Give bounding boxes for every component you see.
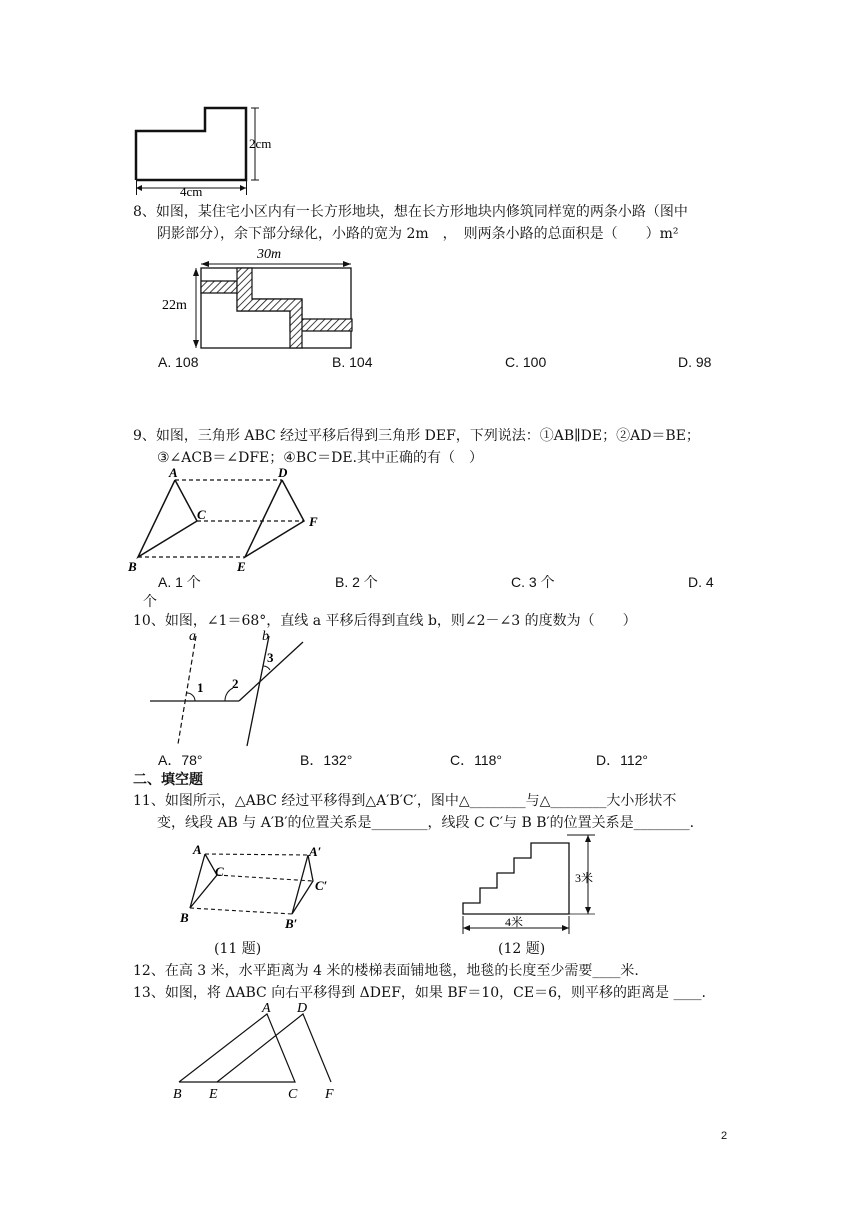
q13-line1: 13、如图，将 ΔABC 向右平移得到 ΔDEF，如果 BF＝10，CE＝6，则平移的距离是 ____. <box>133 985 706 1001</box>
q10-option-b[interactable]: B．132° <box>300 752 353 768</box>
q9-option-c[interactable]: C. 3 个 <box>511 574 555 590</box>
q8-line1: 8、如图，某住宅小区内有一长方形地块，想在长方形地块内修筑同样宽的两条小路（图中 <box>133 204 688 220</box>
q11-point-a: A <box>193 842 202 857</box>
q13-point-f: F <box>325 1087 334 1102</box>
q8-option-a[interactable]: A. 108 <box>158 354 199 370</box>
q11-point-a-prime: A′ <box>309 844 322 859</box>
point-b: B <box>128 559 137 574</box>
stair-width-label: 4米 <box>505 915 524 929</box>
q11-point-c-prime: C′ <box>315 878 328 893</box>
translation-figure-q11 <box>175 836 345 936</box>
road-figure <box>160 243 360 351</box>
q9-option-d-wrap: 个 <box>143 593 157 609</box>
q11-point-b: B <box>180 910 189 925</box>
q11-line2: 变，线段 AB 与 A′B′的位置关系是________，线段 C C′与 B B′的位置关系是________. <box>157 815 695 831</box>
width-label: 4cm <box>180 184 203 199</box>
translation-figure-abc-def <box>125 462 335 574</box>
q11-line1: 11、如图所示，△ABC 经过平移得到△A′B′C′，图中△________与△________大小形状不 <box>133 793 677 809</box>
q9-line1: 9、如图，三角形 ABC 经过平移后得到三角形 DEF，下列说法：①AB∥DE；②AD＝BE； <box>133 428 700 444</box>
point-f: F <box>309 514 318 529</box>
q13-point-e: E <box>209 1087 218 1102</box>
q10-option-d[interactable]: D．112° <box>596 752 649 768</box>
q13-point-a: A <box>262 1001 271 1016</box>
q13-point-c: C <box>288 1087 298 1102</box>
q10-option-a[interactable]: A．78° <box>158 752 203 768</box>
q9-line2: ③∠ACB＝∠DFE；④BC＝DE.其中正确的有（ ） <box>157 450 483 466</box>
line-a-label: a <box>189 629 196 644</box>
q10-line1: 10、如图，∠1＝68°，直线 a 平移后得到直线 b，则∠2－∠3 的度数为（ ） <box>133 613 637 629</box>
q9-option-d[interactable]: D. 4 <box>688 574 714 590</box>
point-c: C <box>197 507 206 522</box>
q10-option-c[interactable]: C．118° <box>450 752 503 768</box>
point-a: A <box>169 465 178 480</box>
l-shape-figure <box>125 100 285 202</box>
angle-2-label: 2 <box>232 676 239 691</box>
q9-option-a[interactable]: A. 1 个 <box>158 574 201 590</box>
q12-caption: (12 题) <box>498 941 546 957</box>
q11-point-c: C <box>215 864 224 879</box>
stair-height-label: 3米 <box>575 871 594 885</box>
parallel-lines-figure <box>145 626 315 750</box>
line-b-label: b <box>262 629 269 644</box>
q9-option-b[interactable]: B. 2 个 <box>335 574 378 590</box>
point-d: D <box>278 465 288 480</box>
height-label: 2cm <box>249 136 272 151</box>
point-e: E <box>237 559 246 574</box>
q12-line1: 12、在高 3 米，水平距离为 4 米的楼梯表面铺地毯，地毯的长度至少需要____米. <box>133 963 639 979</box>
q13-point-b: B <box>173 1087 182 1102</box>
page-number: 2 <box>721 1130 728 1142</box>
staircase-figure <box>455 830 605 942</box>
translation-figure-q13 <box>165 996 355 1106</box>
q8-option-c[interactable]: C. 100 <box>505 354 547 370</box>
q11-point-b-prime: B′ <box>285 916 298 931</box>
q8-line2: 阴影部分），余下部分绿化，小路的宽为 2m ， 则两条小路的总面积是（ ）m² <box>157 226 679 242</box>
width-label: 30m <box>257 247 282 262</box>
q11-caption: (11 题) <box>214 941 262 957</box>
q13-point-d: D <box>297 1001 308 1016</box>
angle-3-label: 3 <box>267 650 274 665</box>
angle-1-label: 1 <box>197 680 204 695</box>
section-title: 二、填空题 <box>133 772 203 788</box>
q8-option-b[interactable]: B. 104 <box>332 354 373 370</box>
q8-option-d[interactable]: D. 98 <box>678 354 712 370</box>
height-label: 22m <box>162 298 187 313</box>
